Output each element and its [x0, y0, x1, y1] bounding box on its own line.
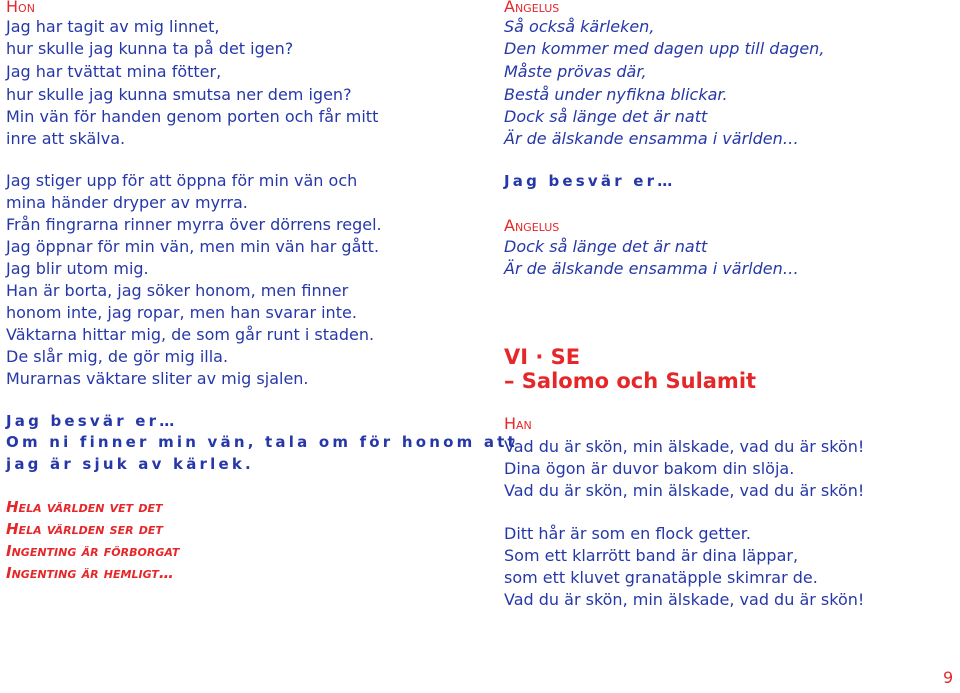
- speaker-label-angelus: Angelus: [504, 0, 560, 16]
- verse-line: Så också kärleken,: [504, 17, 655, 36]
- verse-line: Från fingrarna rinner myrra över dörrens regel.: [6, 215, 382, 234]
- verse-line: Dock så länge det är natt: [504, 107, 708, 126]
- page-number: 9: [943, 668, 954, 687]
- verse-line: hur skulle jag kunna smutsa ner dem igen?: [6, 85, 352, 104]
- verse-line: De slår mig, de gör mig illa.: [6, 347, 229, 366]
- verse-line: Jag stiger upp för att öppna för min vän och: [6, 171, 358, 190]
- verse-line: Jag blir utom mig.: [6, 259, 149, 278]
- speaker-label-angelus: Angelus: [504, 216, 560, 235]
- verse-line: Vad du är skön, min älskade, vad du är skön!: [504, 590, 865, 609]
- verse-line: Är de älskande ensamma i världen…: [504, 259, 799, 278]
- speaker-label-han: Han: [504, 414, 532, 433]
- verse-line: Ditt hår är som en flock getter.: [504, 524, 751, 543]
- chorus-line: Ingenting är hemligt…: [6, 564, 174, 582]
- verse-line: Vad du är skön, min älskade, vad du är skön!: [504, 481, 865, 500]
- refrain-line: Om ni finner min vän, tala om för honom att: [6, 433, 518, 451]
- refrain-line: Jag besvär er…: [6, 412, 178, 430]
- verse-line: Vad du är skön, min älskade, vad du är skön!: [504, 437, 865, 456]
- section-heading: VI · SE: [504, 345, 581, 369]
- verse-line: Bestå under nyfikna blickar.: [504, 85, 728, 104]
- verse-line: Som ett klarrött band är dina läppar,: [504, 546, 799, 565]
- chorus-line: Hela världen ser det: [6, 520, 163, 538]
- verse-line: hur skulle jag kunna ta på det igen?: [6, 39, 294, 58]
- verse-line: Jag har tagit av mig linnet,: [6, 17, 220, 36]
- verse-line: Är de älskande ensamma i världen…: [504, 129, 799, 148]
- verse-line: Murarnas väktare sliter av mig sjalen.: [6, 369, 309, 388]
- verse-line: Jag har tvättat mina fötter,: [6, 62, 222, 81]
- section-subtitle: – Salomo och Sulamit: [504, 369, 757, 393]
- verse-line: Dina ögon är duvor bakom din slöja.: [504, 459, 795, 478]
- refrain-line: jag är sjuk av kärlek.: [6, 455, 254, 473]
- verse-line: Min vän för handen genom porten och får mitt: [6, 107, 379, 126]
- verse-line: Dock så länge det är natt: [504, 237, 708, 256]
- verse-line: mina händer dryper av myrra.: [6, 193, 248, 212]
- chorus-line: Ingenting är förborgat: [6, 542, 180, 560]
- verse-line: inre att skälva.: [6, 129, 126, 148]
- chorus-line: Hela världen vet det: [6, 498, 163, 516]
- verse-line: Måste prövas där,: [504, 62, 647, 81]
- verse-line: Väktarna hittar mig, de som går runt i staden.: [6, 325, 375, 344]
- refrain-line: Jag besvär er…: [504, 172, 676, 190]
- verse-line: Jag öppnar för min vän, men min vän har gått.: [6, 237, 380, 256]
- verse-line: honom inte, jag ropar, men han svarar inte.: [6, 303, 357, 322]
- verse-line: som ett kluvet granatäpple skimrar de.: [504, 568, 818, 587]
- speaker-label-hon: Hon: [6, 0, 35, 16]
- verse-line: Han är borta, jag söker honom, men finner: [6, 281, 349, 300]
- verse-line: Den kommer med dagen upp till dagen,: [504, 39, 825, 58]
